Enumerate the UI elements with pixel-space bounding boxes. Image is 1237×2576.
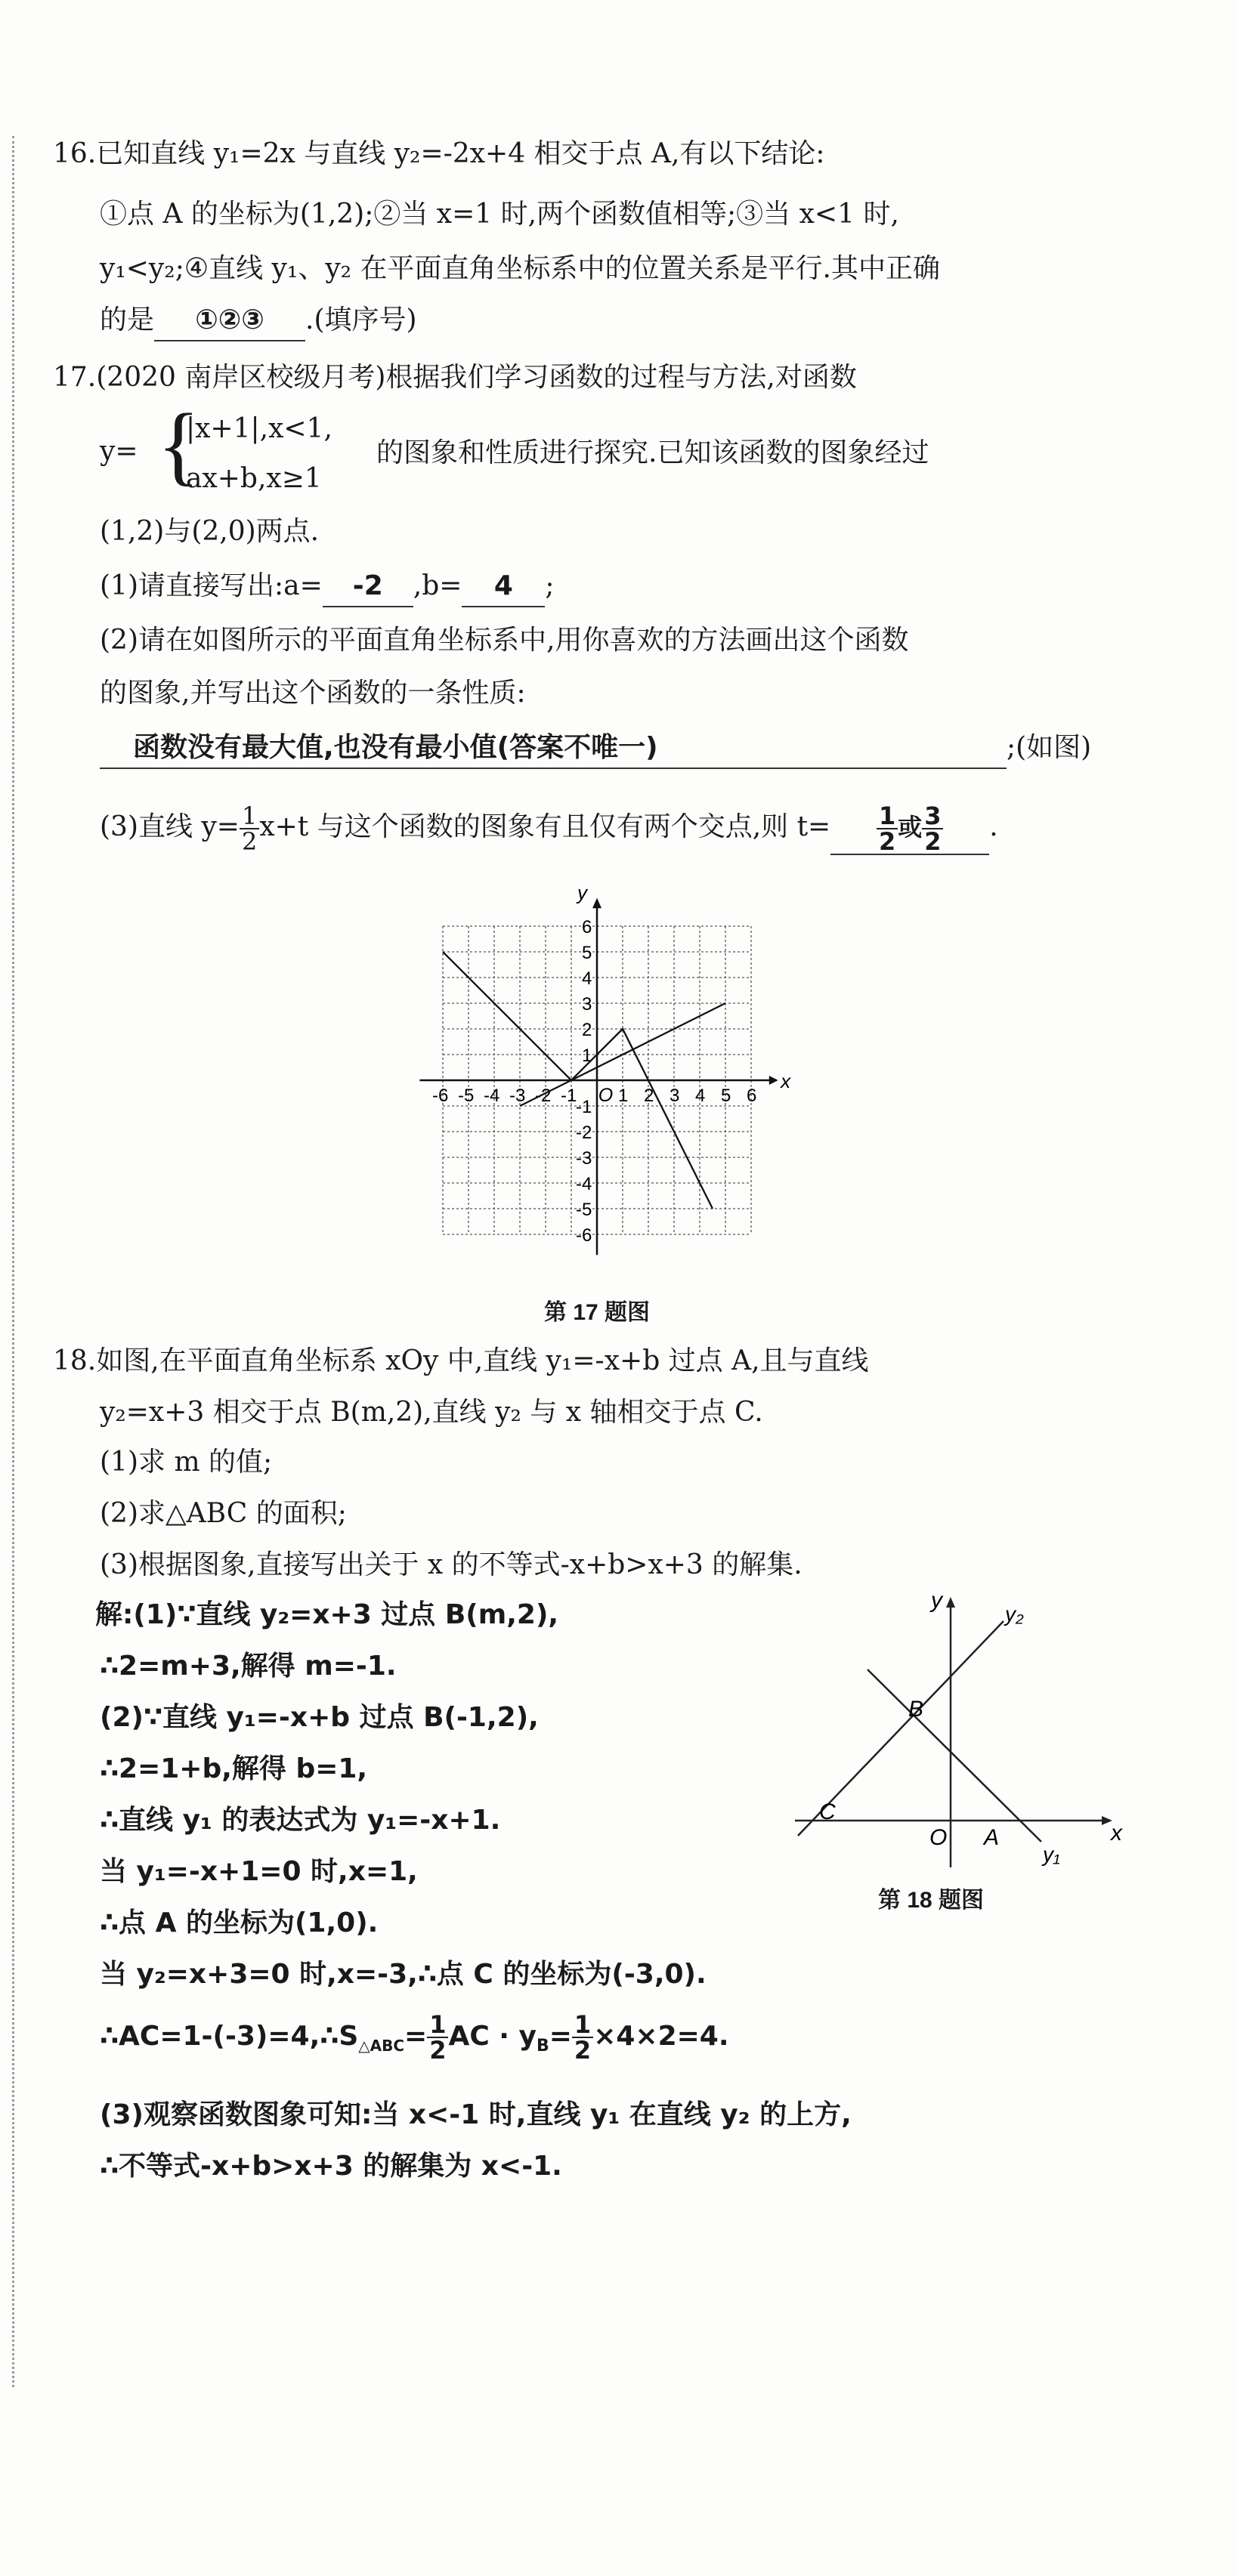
origin-label: O bbox=[598, 1085, 614, 1106]
q18-y-arrow bbox=[946, 1597, 955, 1608]
y-tick-label: 6 bbox=[582, 917, 592, 937]
q17-t-ans2-den: 2 bbox=[924, 827, 942, 856]
q17-t-ans1 bbox=[877, 804, 898, 854]
q18-sol3-line1: (3)观察函数图象可知:当 x<-1 时,直线 y₁ 在直线 y₂ 的上方, bbox=[100, 2099, 852, 2130]
q18-area-den: 2 bbox=[429, 2036, 447, 2065]
y-axis-label: y bbox=[577, 881, 587, 904]
x-tick-label: -2 bbox=[535, 1086, 552, 1106]
y-axis-arrow bbox=[592, 898, 601, 909]
y-tick-label: 2 bbox=[582, 1020, 592, 1040]
x-tick-label: 5 bbox=[721, 1086, 731, 1106]
x-tick-label: -6 bbox=[432, 1086, 449, 1106]
q17-t-ans1-num: 1 bbox=[877, 804, 898, 829]
q17-p2-line1: (2)请在如图所示的平面直角坐标系中,用你喜欢的方法画出这个函数 bbox=[100, 625, 909, 656]
q18-point-a: A bbox=[984, 1825, 1000, 1850]
q18-sol-1: ∴2=m+3,解得 m=-1. bbox=[100, 1651, 397, 1682]
q17-brace: { bbox=[157, 395, 200, 494]
q17-p3-post: . bbox=[989, 811, 998, 842]
x-axis-label: x bbox=[781, 1070, 791, 1092]
y-tick-label: -4 bbox=[576, 1174, 592, 1194]
x-tick-label: -3 bbox=[509, 1086, 526, 1106]
q18-area-frac2 bbox=[572, 2010, 593, 2065]
x-tick-label: 1 bbox=[618, 1086, 629, 1106]
q17-part1 bbox=[100, 567, 555, 607]
q16-line2: ①点 A 的坐标为(1,2);②当 x=1 时,两个函数值相等;③当 x<1 时, bbox=[100, 199, 899, 230]
y-tick-label: -1 bbox=[576, 1097, 592, 1117]
q17-p1-post: ; bbox=[545, 570, 555, 601]
q18-point-c: C bbox=[819, 1799, 836, 1824]
q18-graph bbox=[786, 1586, 1133, 1873]
q17-p3-frac bbox=[240, 804, 259, 854]
x-tick-label: 3 bbox=[670, 1086, 680, 1106]
q17-p2-answer-line bbox=[100, 728, 1091, 769]
q16-line3: y₁<y₂;④直线 y₁、y₂ 在平面直角坐标系中的位置关系是平行.其中正确 bbox=[100, 253, 940, 284]
y-tick-label: -3 bbox=[576, 1148, 592, 1169]
q16-line4 bbox=[100, 301, 417, 341]
margin-dotted-line bbox=[12, 136, 14, 2387]
q18-sol-3: ∴2=1+b,解得 b=1, bbox=[100, 1753, 368, 1784]
q17-case2: ax+b,x≥1 bbox=[186, 463, 322, 494]
y-tick-label: 5 bbox=[582, 943, 592, 963]
q18-area-num2: 1 bbox=[572, 2012, 593, 2038]
q18-area-num: 1 bbox=[427, 2012, 448, 2038]
x-tick-label: -1 bbox=[561, 1086, 577, 1106]
q18-p2: (2)求△ABC 的面积; bbox=[100, 1498, 347, 1529]
q18-sol-2: (2)∵直线 y₁=-x+b 过点 B(-1,2), bbox=[100, 1702, 539, 1733]
y-tick-label: 4 bbox=[582, 968, 592, 989]
q17-graph bbox=[408, 876, 816, 1284]
q18-area-eq2: = bbox=[549, 2021, 572, 2052]
q17-t-ans2-num: 3 bbox=[922, 804, 943, 829]
q17-p3-pre: (3)直线 y= bbox=[100, 811, 240, 842]
q18-y2-label: y₂ bbox=[1005, 1602, 1024, 1626]
q16-answer: ①②③ bbox=[154, 301, 305, 341]
q18-y-label: y bbox=[931, 1588, 942, 1613]
q17-t-answer bbox=[830, 804, 989, 855]
q17-line3: (1,2)与(2,0)两点. bbox=[100, 516, 320, 547]
y-tick-label: 3 bbox=[582, 994, 592, 1015]
q18-sol3-line2: ∴不等式-x+b>x+3 的解集为 x<-1. bbox=[100, 2151, 562, 2182]
q18-line2: y₂=x+3 相交于点 B(m,2),直线 y₂ 与 x 轴相交于点 C. bbox=[100, 1397, 763, 1428]
q17-t-ans2 bbox=[922, 804, 943, 854]
q18-area-pre: ∴AC=1-(-3)=4,∴S bbox=[100, 2021, 359, 2052]
q17-t-or: 或 bbox=[898, 813, 923, 842]
q18-area-mid: AC · y bbox=[448, 2021, 537, 2052]
q17-y-eq: y= bbox=[100, 436, 138, 467]
q17-part3 bbox=[100, 804, 998, 855]
q17-t-ans1-den: 2 bbox=[878, 827, 896, 856]
q17-tick-labels bbox=[432, 881, 791, 1246]
y-tick-label: -5 bbox=[576, 1200, 592, 1220]
q17-p3-frac-num: 1 bbox=[240, 804, 259, 829]
q18-x-label: x bbox=[1111, 1821, 1122, 1846]
q18-line1: 18.如图,在平面直角坐标系 xOy 中,直线 y₁=-x+b 过点 A,且与直线 bbox=[53, 1345, 869, 1376]
q17-p1-pre: (1)请直接写出:a= bbox=[100, 570, 323, 601]
q18-point-o: O bbox=[929, 1825, 948, 1850]
q18-area-frac1 bbox=[427, 2010, 448, 2065]
q18-sol-4: ∴直线 y₁ 的表达式为 y₁=-x+1. bbox=[100, 1805, 501, 1836]
q17-caption: 第 17 题图 bbox=[544, 1300, 651, 1325]
q18-point-b: B bbox=[908, 1697, 924, 1722]
x-tick-label: 4 bbox=[695, 1086, 706, 1106]
q18-p3: (3)根据图象,直接写出关于 x 的不等式-x+b>x+3 的解集. bbox=[100, 1549, 803, 1580]
q18-sol-7: 当 y₂=x+3=0 时,x=-3,∴点 C 的坐标为(-3,0). bbox=[100, 1959, 707, 1990]
q18-line-y1 bbox=[867, 1669, 1041, 1842]
q18-area-eq: = bbox=[404, 2021, 428, 2052]
q17-p2-tail: ;(如图) bbox=[1007, 732, 1092, 763]
q17-p1-mid: ,b= bbox=[413, 570, 462, 601]
q18-area-sub: △ABC bbox=[358, 2037, 405, 2056]
x-tick-label: 6 bbox=[747, 1086, 757, 1106]
q18-area-den2: 2 bbox=[574, 2036, 592, 2065]
x-axis-arrow bbox=[769, 1076, 778, 1085]
q18-area-post: ×4×2=4. bbox=[593, 2021, 729, 2052]
q18-sol-5: 当 y₁=-x+1=0 时,x=1, bbox=[100, 1856, 418, 1887]
q16-line4-post: .(填序号) bbox=[305, 304, 417, 335]
y-tick-label: -2 bbox=[576, 1123, 592, 1143]
q17-p2-line2: 的图象,并写出这个函数的一条性质: bbox=[100, 678, 526, 709]
q17-line1: 17.(2020 南岸区校级月考)根据我们学习函数的过程与方法,对函数 bbox=[53, 362, 857, 393]
q18-p1: (1)求 m 的值; bbox=[100, 1447, 273, 1478]
q16-line4-pre: 的是 bbox=[100, 304, 155, 335]
q17-line2-tail: 的图象和性质进行探究.已知该函数的图象经过 bbox=[376, 437, 929, 468]
y-tick-label: 1 bbox=[582, 1046, 592, 1066]
q18-caption: 第 18 题图 bbox=[878, 1888, 985, 1913]
q17-b-answer: 4 bbox=[462, 567, 545, 607]
q17-p3-mid: x+t 与这个函数的图象有且仅有两个交点,则 t= bbox=[259, 811, 831, 842]
q17-case1: |x+1|,x<1, bbox=[186, 413, 332, 444]
q17-p2-answer: 函数没有最大值,也没有最小值(答案不唯一) bbox=[100, 728, 1007, 769]
q18-sol-6: ∴点 A 的坐标为(1,0). bbox=[100, 1907, 379, 1938]
x-tick-label: -5 bbox=[458, 1086, 475, 1106]
x-tick-label: 2 bbox=[644, 1086, 654, 1106]
y-tick-label: -6 bbox=[576, 1225, 592, 1246]
x-tick-label: -4 bbox=[484, 1086, 500, 1106]
q18-sol-0: 解:(1)∵直线 y₂=x+3 过点 B(m,2), bbox=[95, 1599, 559, 1630]
q18-area-sub2: B bbox=[536, 2037, 549, 2056]
q17-a-answer: -2 bbox=[323, 567, 413, 607]
q18-sol-area bbox=[100, 2012, 729, 2071]
q17-p3-frac-den: 2 bbox=[241, 827, 258, 856]
q18-y1-label: y₁ bbox=[1043, 1842, 1060, 1866]
q17-piecewise bbox=[100, 408, 138, 467]
q16-line1: 16.已知直线 y₁=2x 与直线 y₂=-2x+4 相交于点 A,有以下结论: bbox=[53, 138, 825, 169]
